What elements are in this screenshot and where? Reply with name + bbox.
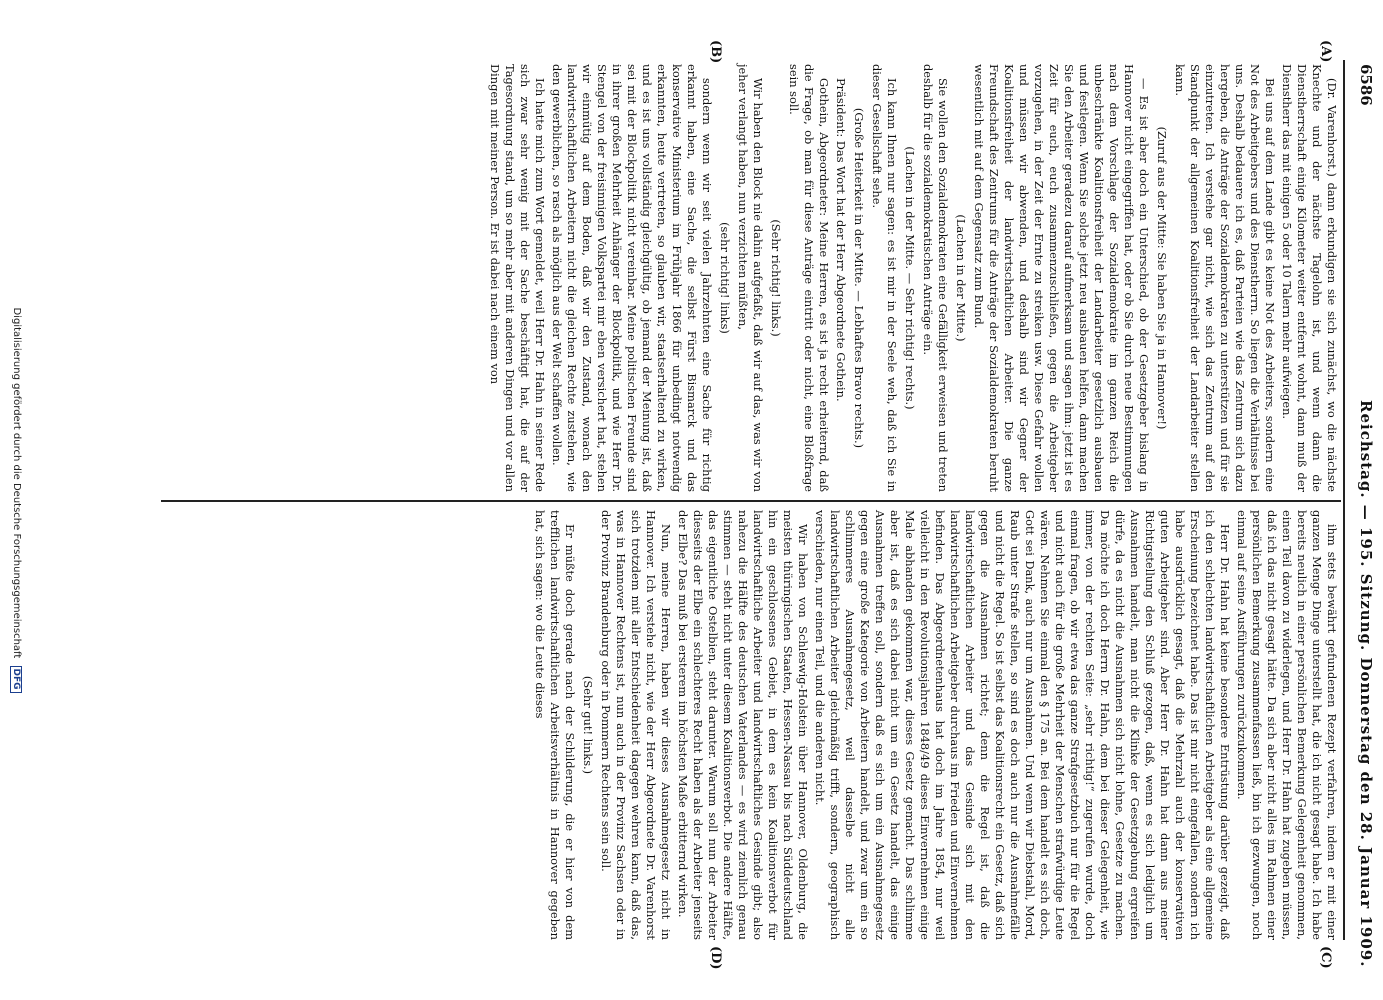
interjection: (Große Heiterkeit in der Mitte. — Lebhaftes Bravo rechts.) bbox=[852, 107, 866, 449]
page-header-title: Reichstag. — 195. Sitzung. Donnerstag den 28. Januar 1909. bbox=[1357, 400, 1375, 968]
paragraph: Sie wollen den Sozialdemokraten eine Gefälligkeit erweisen und treten deshalb für die sozialdemokratischen Anträge ein. bbox=[921, 64, 950, 492]
paragraph: Präsident: Das Wort hat der Herr Abgeordnete Gothein. bbox=[834, 78, 848, 402]
funding-credit: Digitalisierung gefördert durch die Deutsche Forschungsgemeinschaft bbox=[11, 307, 22, 659]
paragraph: Ich kann Ihnen nur sagen: es ist mir in der Seele weh, daß ich Sie in dieser Gesellschaft sehe. bbox=[870, 64, 899, 492]
paragraph: Er müßte doch gerade nach der Schilderung, die er hier von dem trefflichen landwirtschaftlichen Arbeitsverhältnis in Hannover gegeben hat, sich sagen: wo die Leute dieses bbox=[533, 510, 577, 940]
paragraph: Gothein, Abgeordneter: Meine Herren, es ist ja recht erheiternd, daß die Frage, ob man für diese Anträge eintritt oder nicht, eine Bloßfrage sein soll. bbox=[787, 64, 831, 492]
paragraph: (Dr. Varenhorst.) dann erkundigen sie sich zunächst, wo die nächste Knechte und der nächste Tagelohn ist, und wenn dann die Dienstherrschaft einige Kilometer weiter entfernt wohnt, dann muß der Dienstherr das mit einigen 5 oder 10 Talern mehr aufwiegen. bbox=[1280, 64, 1339, 492]
paragraph: Wir haben den Block nie dahin aufgefaßt, daß wir auf das, was wir von jeher verlangt haben, nun verzichten müßten, bbox=[736, 64, 765, 492]
interjection: (Lachen in der Mitte. — Sehr richtig! rechts.) bbox=[903, 146, 917, 410]
column-divider bbox=[161, 500, 1341, 502]
interjection: (Zuruf aus der Mitte: Sie haben Sie ja in Hannover!) bbox=[1155, 126, 1169, 430]
paragraph: — Es ist aber doch ein Unterschied, ob der Gesetzgeber bislang in Hannover nicht eingegriffen hat, oder ob Sie durch neue Bestimmungen nach dem Vorschlage der Sozialdemokratie im ganzen Reich die unbeschränkte Koalitionsfreiheit der Landarbeiter gesetzlich ausbauen und festlegen. Wenn Sie solche jetzt neu ausbauen helfen, dann machen Sie den Arbeiter geradezu darauf aufmerksam und sagen ihm: jetzt ist es Zeit für euch, euch zusammenzuschließen, gegen die Arbeitgeber vorzugehen, in der Zeit der Ernte zu streiken usw. Diese Gefahr wollen und müssen wir abwenden, und deshalb sind wir Gegner der Koalitionsfreiheit der landwirtschaftlichen Arbeiter. Die ganze Freundschaft des Zentrums für die Anträge der Sozialdemokraten beruht wesentlich mit auf dem Gegensatz zum Bund. bbox=[972, 64, 1151, 492]
paragraph: Nun, meine Herren, haben wir dieses Ausnahmegesetz nicht in Hannover. Ich verstehe nicht, wie der Herr Abgeordnete Dr. Varenhorst sich trotzdem mit aller Entschiedenheit dagegen wehren kann, daß das, was in Hannover Rechtens ist, nun auch in der Provinz Sachsen oder in der Provinz Brandenburg oder in Pommern Rechtens sein soll. bbox=[599, 510, 673, 940]
paragraph: Bei uns auf dem Lande gibt es keine Not des Arbeiters, sondern eine Not des Arbeitgebers und des Dienstherrn. So liegen die Verhältnisse bei uns. Deshalb bedauere ich es, daß Parteien wie das Zentrum sich dazu hergeben, die Anträge der Sozialdemokraten zu unterstützen und für sie einzutreten. Ich verstehe gar nicht, wie sich das Zentrum auf den Standpunkt der allgemeinen Koalitionsfreiheit der Landarbeiter stellen kann. bbox=[1173, 64, 1277, 492]
paragraph: sondern wenn wir seit vielen Jahrzehnten eine Sache für richtig erkannt haben, eine Sache, die selbst Fürst Bismarck und das konservative Ministerium im Frühjahr 1866 für unbedingt notwendig erkannten, heute vertreten, so glauben wir, staatserhaltend zu wirken, und es ist uns vollständig gleichgültig, ob jemand der Meinung ist, daß sei mit der Blockpolitik nicht vereinbar. Meine politischen Freunde sind in ihrer großen Mehrheit Anhänger der Blockpolitik, und wie Herr Dr. Stengel von der freisinnigen Volkspartei mir eben versichert hat, stehen wir einmütig auf dem Boden, daß wir den Zustand, wonach den landwirtschaftlichen Arbeitern nicht die gleichen Rechte zustehen, wie den gewerblichen, so rasch als möglich aus der Welt schaffen wollen. bbox=[550, 64, 714, 492]
paragraph: ihm stets bewährt gefundenen Rezept verfahren, indem er mit einer ganzen Menge Dinge unterstellt hat, die ich nicht gesagt habe. Ich habe bereits neulich in einer persönlichen Bemerkung Gelegenheit genommen, einen Teil davon zu widerlegen, und Herr Dr. Hahn hat zugeben müssen, daß ich das nicht gesagt hätte. Da sich aber nicht alles im Rahmen einer persönlichen Bemerkung zusammenfassen ließ, bin ich gezwungen, noch einmal auf seine Ausführungen zurückzukommen. bbox=[1235, 510, 1339, 940]
paragraph: Herr Dr. Hahn hat keine besondere Entrüstung darüber gezeigt, daß ich den schlechten landwirtschaftlichen Arbeitgeber als eine allgemeine Erscheinung bezeichnet habe. Das ist mir nicht eingefallen, sondern ich habe ausdrücklich gesagt, daß die Mehrzahl auch der konservativen guten Arbeitgeber sind. Aber Herr Dr. Hahn hat dann aus meiner Richtigstellung den Schluß gezogen, daß, wenn es sich lediglich um Ausnahmen handelt, man nicht die Klinke der Gesetzgebung ergreifen dürfe, da es nicht die Ausnahmen sich nicht lohne, Gesetze zu machen. Da möchte ich doch Herrn Dr. Hahn, dem bei dieser Gelegenheit, wie immer, von der rechten Seite: „sehr richtig!“ zugerufen wurde, doch einmal fragen, ob wir etwa das ganze Strafgesetzbuch nur für die Regel und nicht auch für die große Mehrheit der Menschen strafwürdige Leute wären. Nehmen Sie einmal den § 175 an. Bei dem handelt es sich doch, Gott sei Dank, auch nur um Ausnahmen. Und wenn wir Diebstahl, Mord, Raub unter Strafe stellen, so sind es doch auch nur die Ausnahmefälle und nicht die Regel. So ist selbst das Koalitionsrecht ein Gesetz, daß sich gegen die Ausnahmen richtet; denn die Regel ist, daß die landwirtschaftlichen Arbeiter und das Gesinde sich mit den landwirtschaftlichen Arbeitgeber durchaus im Frieden und Einvernehmen befinden. Das Abgeordnetenhaus hat doch im Jahre 1854, nur weil vielleicht in den Revolutionsjahren 1848/49 dieses Einvernehmen einige Male abhanden gekommen war, dieses Gesetz gemacht. Das schlimme aber ist, daß es sich dabei nicht um ein Gesetz handelt, das einige Ausnahmen treffen soll, sondern daß es sich um ein Ausnahmegesetz gegen eine große Kategorie von Arbeitern handelt, und zwar um ein so schlimmeres Ausnahmegesetz, weil dasselbe nicht alle landwirtschaftlichen Arbeiter gleichmäßig trifft, sondern, geographisch verschieden, nur einen Teil, und die anderen nicht. bbox=[813, 510, 1232, 940]
margin-mark-c: (C) bbox=[1318, 946, 1333, 969]
paragraph: Ich hatte mich zum Wort gemeldet, weil Herr Dr. Hahn in seiner Rede sich zwar sehr wenig mit der Sache beschäftigt hat, die auf der Tagesordnung stand, um so mehr aber mit anderen Dingen und vor allen Dingen mit meiner Person. Er ist dabei nach einem von bbox=[488, 64, 547, 492]
interjection: (sehr richtig! links) bbox=[718, 222, 732, 334]
interjection: (Lachen in der Mitte.) bbox=[954, 214, 968, 342]
paragraph: Wir haben von Schleswig-Holstein über Hannover, Oldenburg, die meisten thüringischen Staaten, Hessen-Nassau bis nach Süddeutschland hin ein geschlossenes Gebiet, in dem es kein Koalitionsverbot für landwirtschaftliche Arbeiter und landwirtschaftliches Gesinde gibt; also nahezu die Hälfte des deutschen Vaterlandes — es wird ziemlich genau stimmen — steht nicht unter diesem Koalitionsverbot. Die andere Hälfte, das eigentliche Ostelbien, steht darunter. Warum soll nun der Arbeiter diesseits der Elbe ein schlechteres Recht haben als der Arbeiter jenseits der Elbe? Das muß bei ersterem im höchsten Maße erbitternd wirken. bbox=[676, 510, 810, 940]
margin-mark-a: (A) bbox=[1318, 40, 1333, 63]
digitization-footer bbox=[10, 0, 22, 1000]
left-text-column bbox=[485, 64, 1339, 492]
margin-mark-d: (D) bbox=[708, 946, 723, 970]
interjection: (Sehr gut! links.) bbox=[581, 675, 595, 775]
page-number: 6586 bbox=[1357, 64, 1375, 106]
interjection: (Sehr richtig! links.) bbox=[769, 219, 783, 337]
dfg-logo: DFG bbox=[10, 666, 22, 693]
margin-mark-b: (B) bbox=[708, 40, 723, 64]
right-text-column bbox=[530, 510, 1339, 940]
header-rule bbox=[1343, 60, 1345, 940]
